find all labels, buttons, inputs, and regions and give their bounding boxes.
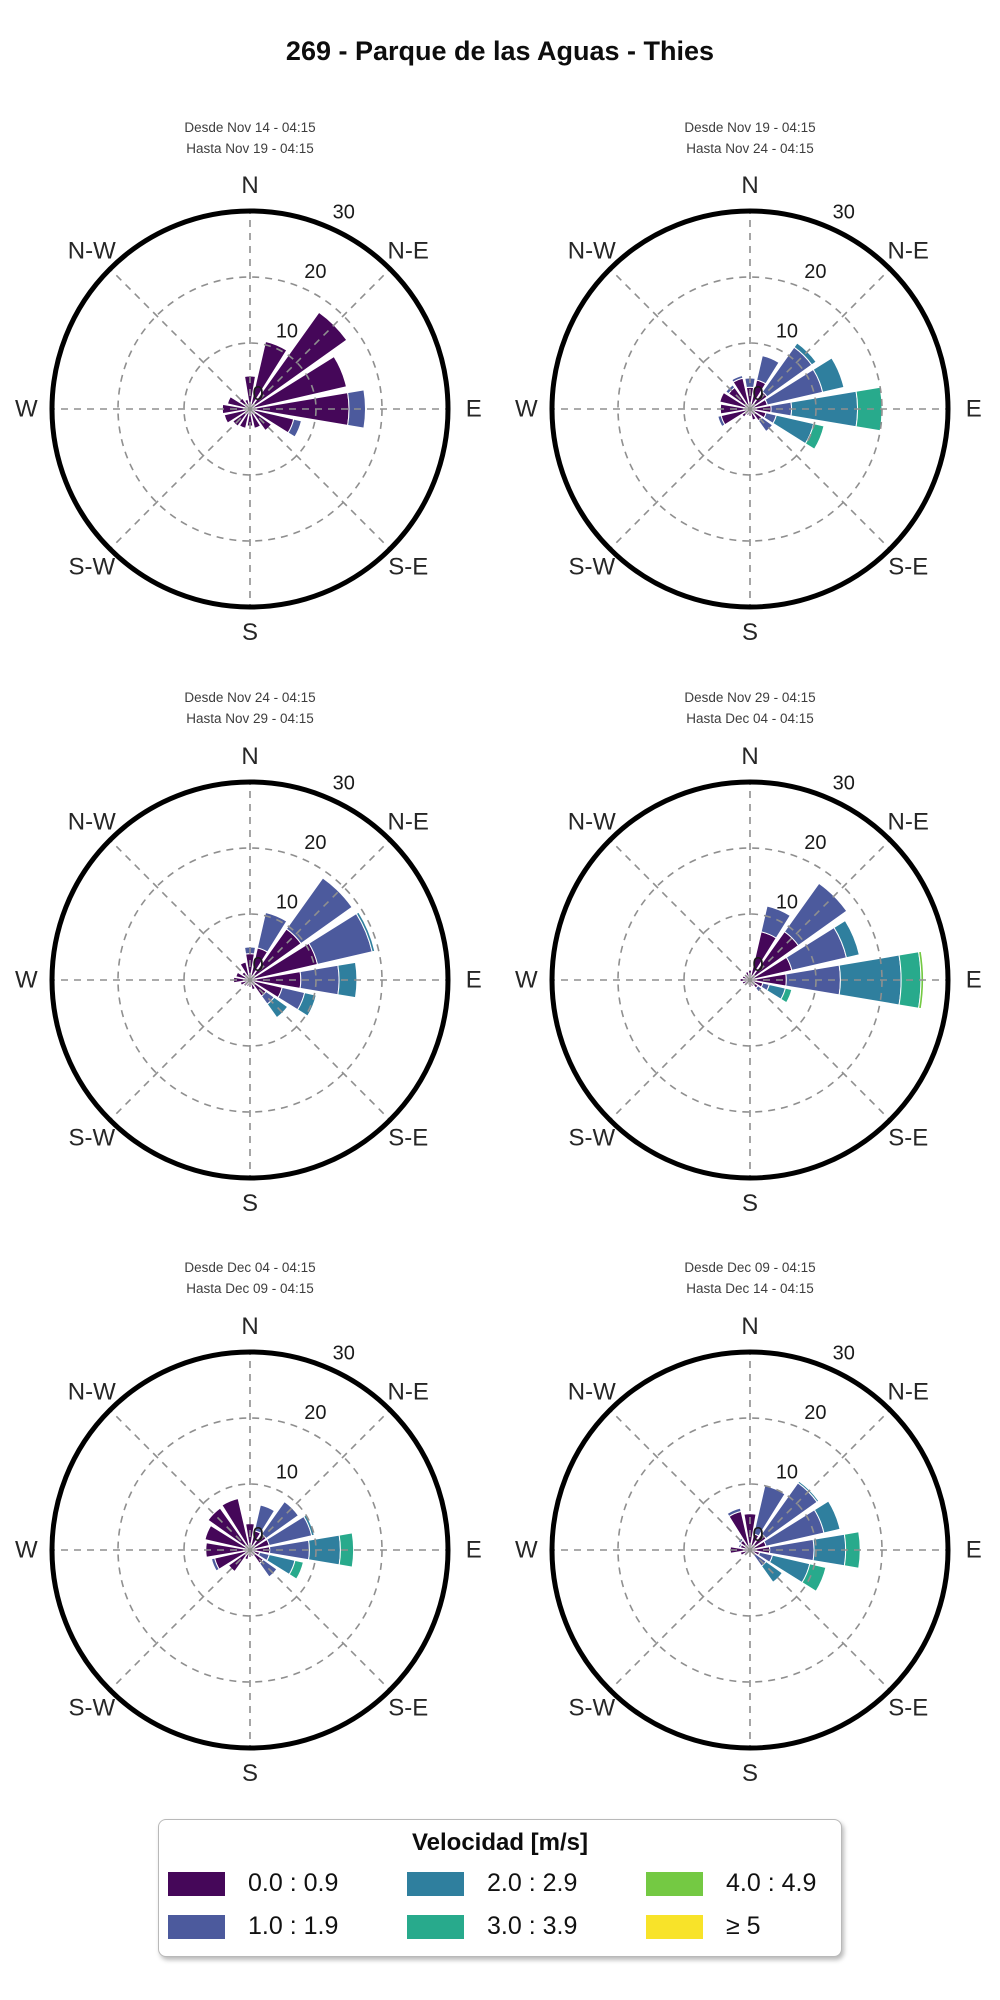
radial-tick-label: 0 bbox=[752, 953, 764, 976]
compass-label: S-E bbox=[388, 1124, 429, 1152]
compass-label: W bbox=[515, 966, 538, 994]
legend-grid bbox=[159, 1862, 841, 1948]
grid-radial-line bbox=[250, 1550, 390, 1690]
compass-label: E bbox=[465, 395, 482, 423]
compass-label: S-E bbox=[888, 553, 929, 581]
grid-radial-line bbox=[110, 980, 250, 1120]
radial-tick-label: 20 bbox=[304, 831, 327, 854]
speed-bin-swatch bbox=[168, 1915, 225, 1939]
grid-radial-line bbox=[610, 1410, 750, 1550]
grid-radial-line bbox=[250, 980, 390, 1120]
grid-radial-line bbox=[110, 1550, 250, 1690]
compass-label: N-W bbox=[67, 1378, 116, 1406]
subtitle-desde: Desde Nov 14 - 04:15 bbox=[184, 120, 316, 135]
speed-bin-swatch bbox=[646, 1872, 703, 1896]
windrose-plot-5 bbox=[15, 1315, 485, 1785]
subtitle-rose-4 bbox=[550, 688, 950, 730]
compass-label: N-E bbox=[387, 808, 429, 836]
windrose-plot-6 bbox=[515, 1315, 985, 1785]
windrose-plot-3 bbox=[15, 745, 485, 1215]
legend-entry bbox=[646, 1905, 836, 1948]
compass-label: E bbox=[465, 1536, 482, 1564]
compass-label: N-E bbox=[887, 1378, 929, 1406]
grid-radial-line bbox=[610, 1550, 750, 1690]
compass-label: E bbox=[965, 966, 982, 994]
radial-tick-label: 0 bbox=[752, 1523, 764, 1546]
radial-tick-label: 10 bbox=[275, 1461, 299, 1484]
windrose-plot-2 bbox=[515, 174, 985, 644]
subtitle-hasta: Hasta Dec 14 - 04:15 bbox=[686, 1280, 814, 1296]
compass-label: N bbox=[741, 174, 759, 199]
grid-radial-line bbox=[250, 1410, 390, 1550]
compass-label: S-W bbox=[68, 553, 116, 581]
radial-tick-label: 20 bbox=[804, 831, 827, 854]
compass-label: N-W bbox=[67, 237, 116, 265]
subtitle-desde: Desde Nov 29 - 04:15 bbox=[684, 690, 816, 705]
radial-tick-label: 0 bbox=[252, 1523, 264, 1546]
compass-label: N-E bbox=[387, 237, 429, 265]
grid-radial-line bbox=[250, 409, 390, 549]
windrose-plot-1 bbox=[15, 174, 485, 644]
compass-label: N-W bbox=[567, 237, 616, 265]
legend-label: 2.0 : 2.9 bbox=[487, 1869, 578, 1897]
radial-tick-label: 10 bbox=[275, 891, 299, 914]
compass-label: S bbox=[241, 1190, 259, 1215]
compass-label: S-W bbox=[568, 1694, 616, 1722]
compass-label: N bbox=[241, 174, 259, 199]
compass-label: S-E bbox=[388, 1694, 429, 1722]
compass-label: N-E bbox=[887, 237, 929, 265]
legend-title: Velocidad [m/s] bbox=[411, 1829, 589, 1856]
grid-radial-line bbox=[110, 409, 250, 549]
speed-bin-swatch bbox=[407, 1915, 464, 1939]
subtitle-hasta: Hasta Dec 09 - 04:15 bbox=[186, 1280, 314, 1296]
legend-label: 1.0 : 1.9 bbox=[248, 1912, 339, 1940]
radial-tick-label: 20 bbox=[304, 1401, 327, 1424]
page-title: 269 - Parque de las Aguas - Thies bbox=[285, 36, 715, 66]
grid-radial-line bbox=[750, 980, 890, 1120]
compass-label: W bbox=[515, 395, 538, 423]
subtitle-desde: Desde Nov 19 - 04:15 bbox=[684, 120, 816, 135]
subtitle-rose-1 bbox=[50, 118, 450, 160]
radial-tick-label: 20 bbox=[304, 260, 327, 283]
grid-radial-line bbox=[110, 269, 250, 409]
grid-radial-line bbox=[110, 840, 250, 980]
velocity-legend bbox=[158, 1819, 842, 1957]
windrose-plot-4 bbox=[515, 745, 985, 1215]
subtitle-hasta: Hasta Nov 19 - 04:15 bbox=[186, 140, 314, 156]
radial-tick-label: 30 bbox=[332, 201, 355, 224]
compass-label: N-E bbox=[387, 1378, 429, 1406]
radial-tick-label: 10 bbox=[275, 320, 299, 343]
rose-petal-segment bbox=[309, 1535, 341, 1565]
radial-tick-label: 30 bbox=[832, 772, 855, 795]
subtitle-desde: Desde Dec 04 - 04:15 bbox=[184, 1260, 316, 1275]
compass-label: N bbox=[741, 1315, 759, 1340]
grid-radial-line bbox=[610, 409, 750, 549]
compass-label: S bbox=[741, 1190, 759, 1215]
compass-label: W bbox=[515, 1536, 538, 1564]
legend-entry bbox=[407, 1862, 646, 1905]
compass-label: S bbox=[741, 619, 759, 644]
compass-label: E bbox=[965, 395, 982, 423]
compass-label: S-W bbox=[568, 553, 616, 581]
compass-label: S-W bbox=[68, 1124, 116, 1152]
grid-radial-line bbox=[110, 1410, 250, 1550]
legend-label: 0.0 : 0.9 bbox=[248, 1869, 339, 1897]
subtitle-hasta: Hasta Dec 04 - 04:15 bbox=[686, 710, 814, 726]
compass-label: N bbox=[241, 745, 259, 770]
radial-tick-label: 30 bbox=[332, 1342, 355, 1365]
speed-bin-swatch bbox=[646, 1915, 703, 1939]
legend-entry bbox=[646, 1862, 836, 1905]
grid-radial-line bbox=[610, 980, 750, 1120]
radial-tick-label: 30 bbox=[832, 201, 855, 224]
legend-label: ≥ 5 bbox=[726, 1912, 761, 1940]
subtitle-desde: Desde Nov 24 - 04:15 bbox=[184, 690, 316, 705]
compass-label: S-W bbox=[568, 1124, 616, 1152]
subtitle-rose-2 bbox=[550, 118, 950, 160]
compass-label: S bbox=[741, 1760, 759, 1785]
compass-label: E bbox=[465, 966, 482, 994]
grid-radial-line bbox=[610, 269, 750, 409]
radial-tick-label: 30 bbox=[832, 1342, 855, 1365]
speed-bin-swatch bbox=[168, 1872, 225, 1896]
compass-label: S-W bbox=[68, 1694, 116, 1722]
radial-tick-label: 0 bbox=[252, 382, 264, 405]
radial-tick-label: 20 bbox=[804, 1401, 827, 1424]
compass-label: S-E bbox=[888, 1694, 929, 1722]
radial-tick-label: 10 bbox=[775, 320, 799, 343]
legend-label: 4.0 : 4.9 bbox=[726, 1869, 817, 1897]
compass-label: N-W bbox=[67, 808, 116, 836]
compass-label: S bbox=[241, 1760, 259, 1785]
radial-tick-label: 30 bbox=[332, 772, 355, 795]
radial-tick-label: 20 bbox=[804, 260, 827, 283]
speed-bin-swatch bbox=[407, 1872, 464, 1896]
radial-tick-label: 0 bbox=[252, 953, 264, 976]
subtitle-hasta: Hasta Nov 29 - 04:15 bbox=[186, 710, 314, 726]
compass-label: S bbox=[241, 619, 259, 644]
subtitle-desde: Desde Dec 09 - 04:15 bbox=[684, 1260, 816, 1275]
subtitle-rose-6 bbox=[550, 1258, 950, 1300]
compass-label: N-E bbox=[887, 808, 929, 836]
legend-entry bbox=[407, 1905, 646, 1948]
legend-entry bbox=[168, 1905, 407, 1948]
radial-tick-label: 10 bbox=[775, 891, 799, 914]
radial-tick-label: 0 bbox=[752, 382, 764, 405]
compass-label: W bbox=[15, 966, 38, 994]
compass-label: W bbox=[15, 395, 38, 423]
compass-label: N bbox=[241, 1315, 259, 1340]
radial-tick-label: 10 bbox=[775, 1461, 799, 1484]
subtitle-rose-5 bbox=[50, 1258, 450, 1300]
compass-label: N-W bbox=[567, 808, 616, 836]
grid-radial-line bbox=[610, 840, 750, 980]
subtitle-hasta: Hasta Nov 24 - 04:15 bbox=[686, 140, 814, 156]
compass-label: W bbox=[15, 1536, 38, 1564]
compass-label: S-E bbox=[388, 553, 429, 581]
compass-label: N-W bbox=[567, 1378, 616, 1406]
compass-label: S-E bbox=[888, 1124, 929, 1152]
compass-label: E bbox=[965, 1536, 982, 1564]
legend-label: 3.0 : 3.9 bbox=[487, 1912, 578, 1940]
subtitle-rose-3 bbox=[50, 688, 450, 730]
legend-entry bbox=[168, 1862, 407, 1905]
compass-label: N bbox=[741, 745, 759, 770]
